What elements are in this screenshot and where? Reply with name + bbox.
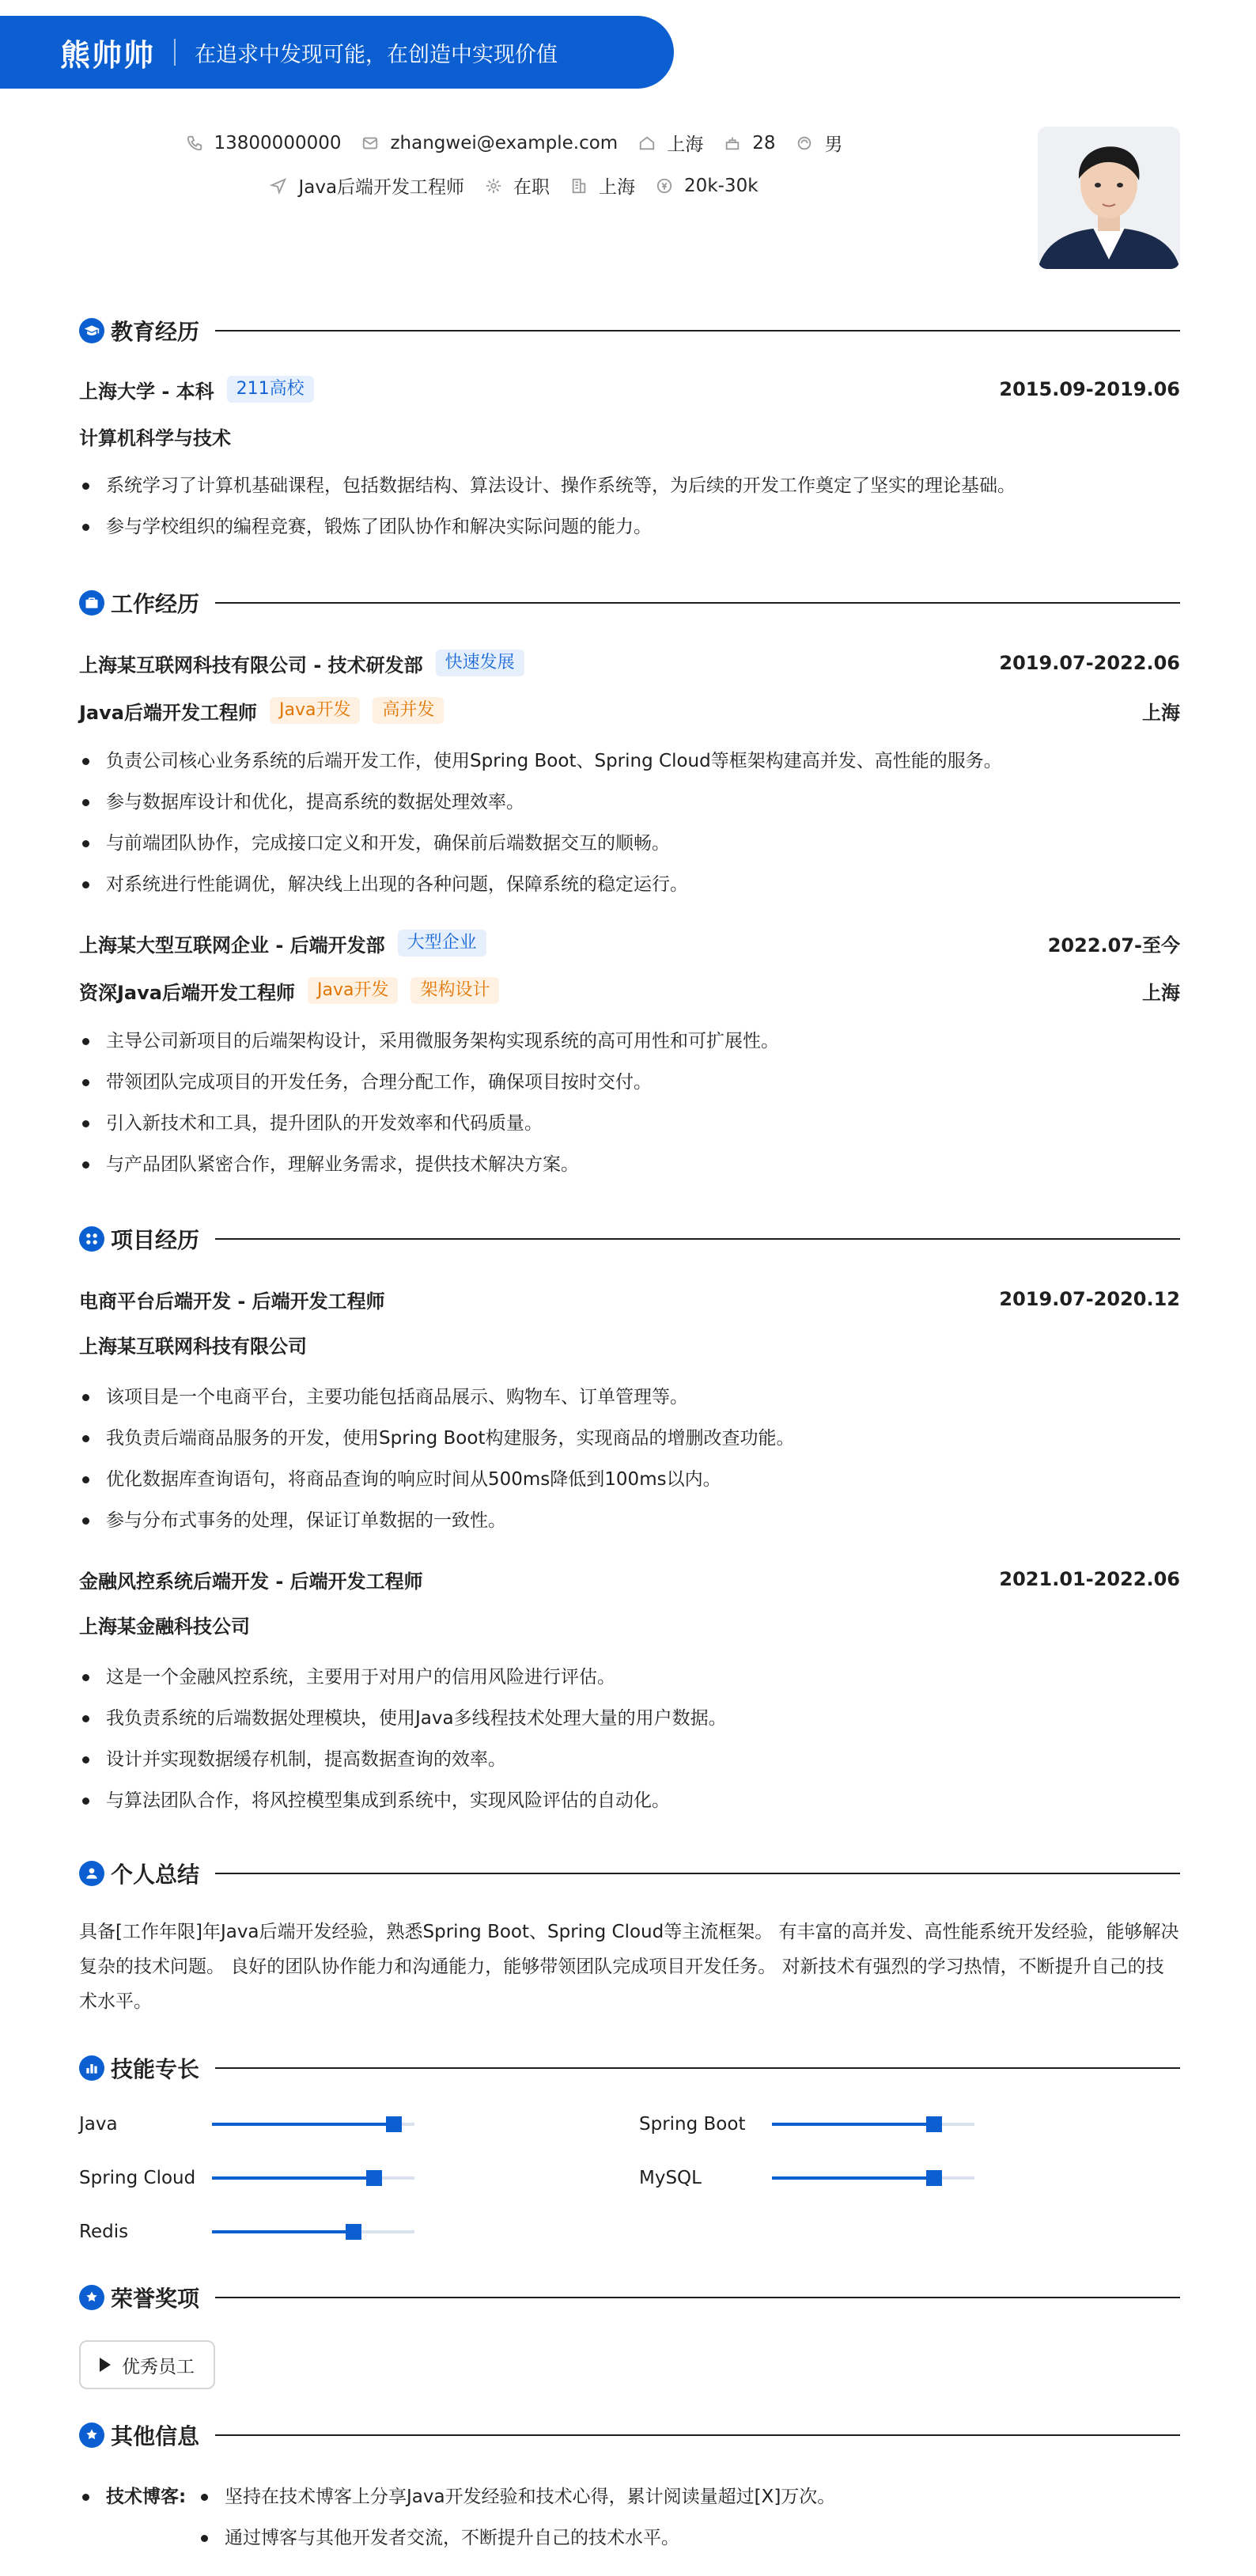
gender-icon [796,134,813,152]
project-period: 2021.01-2022.06 [999,1568,1180,1590]
section-title: 工作经历 [111,591,200,617]
bullet-dot [198,2517,225,2559]
city-info [638,130,703,156]
other-item: 通过博客与其他开发者交流，不断提升自己的技术水平。 [225,2528,679,2548]
age-info [724,130,775,156]
contact-row-1 [0,130,1028,156]
status-text: 在职 [513,177,550,198]
section-divider [215,2297,1180,2298]
list-item: 与算法团队合作，将风控模型集成到系统中，实现风险评估的自动化。 [79,1780,1180,1821]
education-period: 2015.09-2019.06 [999,378,1180,400]
avatar [1038,127,1180,269]
work-period: 2019.07-2022.06 [999,652,1180,674]
section-divider [215,2067,1180,2069]
skill-fill [212,2123,394,2126]
list-item: 参与学校组织的编程竞赛，锻炼了团队协作和解决实际问题的能力。 [79,506,1180,547]
skill-item [79,2114,414,2135]
skill-bar [212,2176,414,2180]
work-company-row [79,647,1180,679]
award-icon [79,2285,104,2310]
list-item: 这是一个金融风控系统，主要用于对用户的信用风险进行评估。 [79,1657,1180,1698]
skill-fill [772,2123,934,2126]
gear-icon [485,177,502,195]
home-icon [638,134,656,152]
section-title: 技能专长 [111,2056,200,2082]
work-title-row [79,975,1180,1006]
award-label: 优秀员工 [122,2356,195,2377]
graduation-cap-icon [79,318,104,343]
gender-text: 男 [824,134,843,155]
section-title: 其他信息 [111,2423,200,2449]
list-item: 该项目是一个电商平台，主要功能包括商品展示、购物车、订单管理等。 [79,1377,1180,1418]
list-item: 系统学习了计算机基础课程，包括数据结构、算法设计、操作系统等，为后续的开发工作奠定了坚实的理论基础。 [79,465,1180,506]
job-title: Java后端开发工程师 [79,701,257,724]
skill-name: Spring Cloud [79,2168,196,2188]
skill-tag: 高并发 [373,697,444,724]
other-item: 坚持在技术博客上分享Java开发经验和技术心得，累计阅读量超过[X]万次。 [225,2487,836,2507]
work-location: 上海 [1142,981,1180,1004]
contact-row-2 [0,172,1028,199]
skill-bar [212,2230,414,2233]
age-text: 28 [752,132,776,153]
skill-fill [212,2230,354,2233]
work-period: 2022.07-至今 [1047,934,1180,957]
city-text: 上海 [667,134,704,155]
company-tag: 大型企业 [398,930,486,957]
section-other [79,2419,1180,2451]
skill-name: Spring Boot [639,2114,746,2135]
other-row [79,2517,1180,2559]
skill-fill [772,2176,934,2180]
project-header [79,1563,1180,1595]
skill-knob [386,2116,402,2132]
other-label: 技术博客: [106,2487,187,2507]
section-divider [215,1873,1180,1874]
education-header [79,373,1180,405]
skill-item [639,2114,974,2135]
education-bullets [79,465,1180,547]
job-title: 资深Java后端开发工程师 [79,981,295,1004]
project-bullets [79,1377,1180,1541]
skill-fill [212,2176,374,2180]
spacer [106,2517,198,2559]
skill-name: Redis [79,2222,129,2242]
section-title: 个人总结 [111,1862,200,1888]
phone-text: 13800000000 [214,132,342,153]
list-item: 引入新技术和工具，提升团队的开发效率和代码质量。 [79,1103,1180,1144]
list-item: 设计并实现数据缓存机制，提高数据查询的效率。 [79,1739,1180,1780]
section-skills [79,2052,1180,2084]
bullet-dot [198,2476,225,2517]
school-name: 上海大学 - 本科 [79,380,214,403]
section-divider [215,1238,1180,1240]
gender-info [796,130,842,156]
project-name: 电商平台后端开发 - 后端开发工程师 [79,1290,385,1313]
work-bullets [79,741,1180,905]
briefcase-icon [79,590,104,616]
skill-knob [346,2224,361,2240]
cake-icon [724,134,741,152]
skill-name: MySQL [639,2168,702,2188]
skill-tag: Java开发 [308,977,398,1004]
section-title: 教育经历 [111,319,200,345]
skill-tag: Java开发 [270,697,360,724]
list-item: 与前端团队协作，完成接口定义和开发，确保前后端数据交互的顺畅。 [79,823,1180,864]
work-bullets [79,1021,1180,1185]
skill-knob [926,2116,942,2132]
target-city-text: 上海 [599,177,636,198]
phone-icon [186,134,203,152]
coin-icon [656,177,673,195]
section-projects [79,1223,1180,1255]
list-item: 参与分布式事务的处理，保证订单数据的一致性。 [79,1500,1180,1541]
company-tag: 快速发展 [436,650,524,676]
skill-tag: 架构设计 [410,977,499,1004]
other-row [79,2476,1180,2517]
target-city-info [570,172,635,199]
section-divider [215,602,1180,604]
grid-icon [79,1226,104,1252]
company-name: 上海某大型互联网企业 - 后端开发部 [79,934,385,957]
other-info [79,2476,1180,2559]
section-work [79,587,1180,619]
portrait-photo [1038,127,1180,269]
list-item: 带领团队完成项目的开发任务，合理分配工作，确保项目按时交付。 [79,1062,1180,1103]
play-icon [100,2358,111,2372]
list-item: 我负责系统的后端数据处理模块，使用Java多线程技术处理大量的用户数据。 [79,1698,1180,1739]
skill-knob [366,2170,382,2186]
section-summary [79,1858,1180,1889]
header-banner [0,16,674,89]
skill-bar [212,2123,414,2126]
candidate-name: 熊帅帅 [60,37,156,73]
skill-item [79,2222,414,2242]
section-awards [79,2282,1180,2313]
bar-chart-icon [79,2055,104,2081]
work-location: 上海 [1142,701,1180,724]
mail-icon [361,134,379,152]
list-item: 对系统进行性能调优，解决线上出现的各种问题，保障系统的稳定运行。 [79,864,1180,905]
email-info [361,130,618,156]
skill-bar [772,2176,974,2180]
major: 计算机科学与技术 [79,427,231,449]
project-bullets [79,1657,1180,1821]
project-period: 2019.07-2020.12 [999,1288,1180,1310]
list-item: 主导公司新项目的后端架构设计，采用微服务架构实现系统的高可用性和可扩展性。 [79,1021,1180,1062]
position-info [270,172,464,199]
info-icon [79,2423,104,2448]
user-icon [79,1861,104,1886]
section-divider [215,2434,1180,2436]
section-education [79,315,1180,347]
email-text: zhangwei@example.com [390,132,619,153]
motto: 在追求中发现可能，在创造中实现价值 [195,42,558,67]
list-item: 我负责后端商品服务的开发，使用Spring Boot构建服务，实现商品的增删改查功能。 [79,1418,1180,1459]
project-company: 上海某互联网科技有限公司 [79,1335,307,1358]
school-tag: 211高校 [227,376,314,403]
list-item: 负责公司核心业务系统的后端开发工作，使用Spring Boot、Spring Cloud等框架构建高并发、高性能的服务。 [79,741,1180,782]
section-title: 项目经历 [111,1227,200,1253]
project-company: 上海某金融科技公司 [79,1616,250,1638]
award-chip [79,2340,215,2389]
section-divider [215,330,1180,331]
status-info [485,172,550,199]
skill-bar [772,2123,974,2126]
skill-item [639,2168,974,2188]
phone-info [186,130,342,156]
building-icon [570,177,588,195]
list-item: 与产品团队紧密合作，理解业务需求，提供技术解决方案。 [79,1144,1180,1185]
work-company-row [79,927,1180,959]
project-name: 金融风控系统后端开发 - 后端开发工程师 [79,1570,423,1593]
company-name: 上海某互联网科技有限公司 - 技术研发部 [79,653,423,676]
send-icon [270,177,287,195]
list-item: 参与数据库设计和优化，提高系统的数据处理效率。 [79,782,1180,823]
project-header [79,1283,1180,1315]
skill-name: Java [79,2114,118,2135]
section-title: 荣誉奖项 [111,2286,200,2312]
salary-text: 20k-30k [684,175,759,196]
list-item: 优化数据库查询语句，将商品查询的响应时间从500ms降低到100ms以内。 [79,1459,1180,1500]
position-text: Java后端开发工程师 [298,177,465,198]
bullet-dot [79,2476,106,2517]
salary-info [656,172,758,199]
summary-text: 具备[工作年限]年Java后端开发经验，熟悉Spring Boot、Spring Cloud等主流框架。 有丰富的高并发、高性能系统开发经验，能够解决复杂的技术问题。 良好的团队协作能力和沟通能力，能够带领团队完成项目开发任务。 对新技术有强烈的学习热情，不断提升自己的技术水平。 [79,1922,1179,2012]
divider [174,39,176,66]
skill-knob [926,2170,942,2186]
skill-item [79,2168,414,2188]
work-title-row [79,695,1180,726]
